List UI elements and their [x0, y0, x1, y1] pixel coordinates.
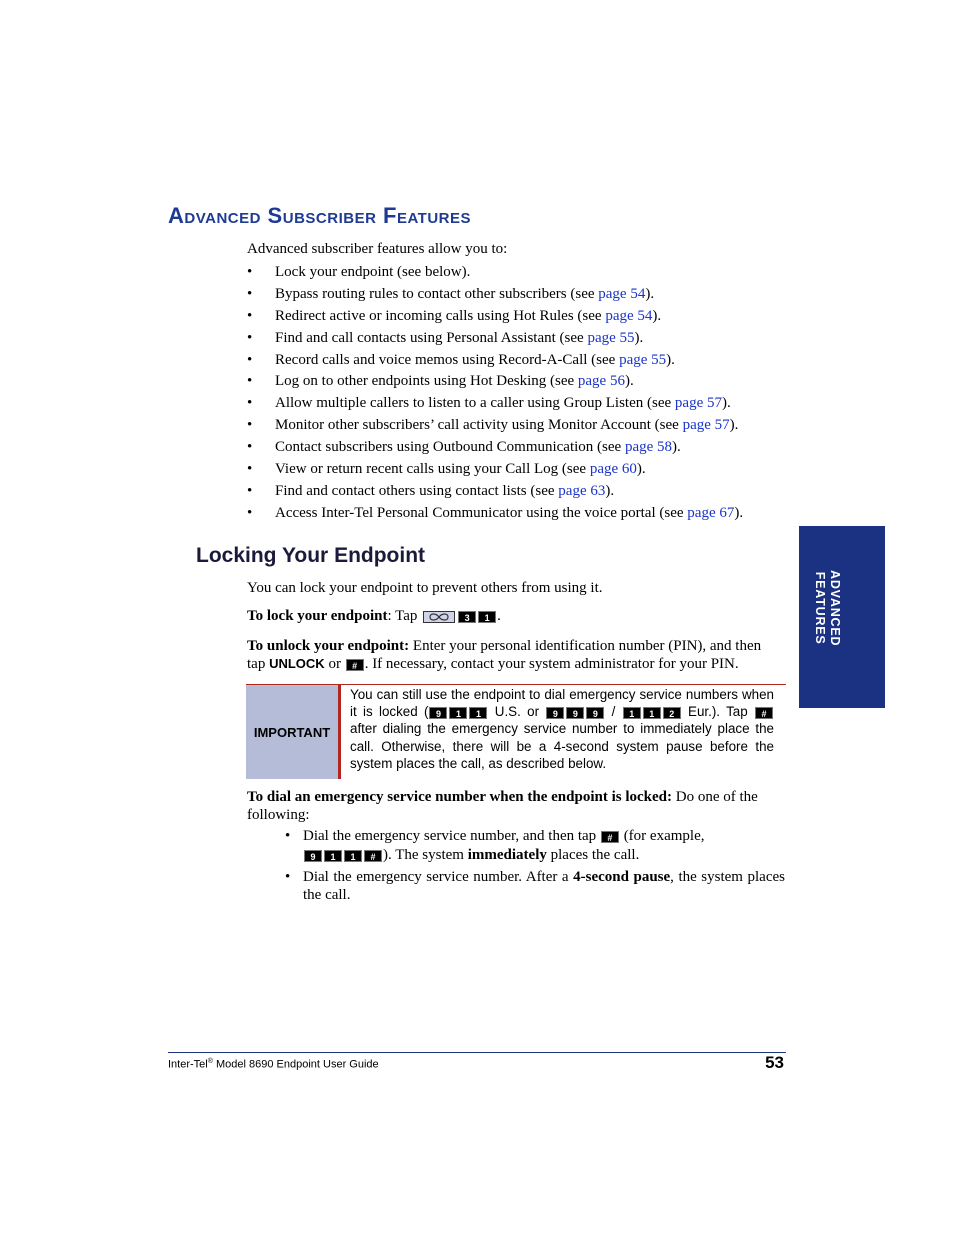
page-number: 53 [765, 1053, 784, 1072]
footer-rule [168, 1052, 786, 1053]
page-link[interactable]: page 55 [587, 329, 635, 346]
footer-rest: Model 8690 Endpoint User Guide [212, 1058, 379, 1071]
important-divider [338, 685, 341, 779]
list-item [247, 415, 743, 437]
side-tab-line1: ADVANCED [828, 570, 842, 647]
list-item [247, 306, 743, 328]
feature-tail: ). [652, 307, 662, 324]
page-link[interactable]: page 67 [687, 504, 735, 521]
page-link[interactable]: page 60 [589, 461, 637, 478]
item1-text: Dial the emergency service number, and then tap [303, 828, 600, 844]
feature-text: Log on to other endpoints using Hot Desking (see [275, 373, 578, 390]
emergency-rest: Do one of the following: [247, 789, 758, 823]
key-1: 1 [449, 707, 467, 719]
key-9: 9 [546, 707, 564, 719]
feature-text: Find and call contacts using Personal Assistant (see [275, 329, 588, 346]
feature-text: Lock your endpoint (see below). [275, 264, 471, 280]
feature-list [247, 262, 743, 525]
feature-tail: ). [672, 439, 681, 456]
emergency-list [285, 827, 785, 904]
section-title: Advanced Subscriber Features [168, 203, 472, 228]
feature-text: Record calls and voice memos using Record-A-Call (see [275, 351, 620, 368]
key-9: 9 [586, 707, 604, 719]
feature-tail: ). [721, 395, 731, 412]
footer-brand: Inter-Tel [168, 1058, 208, 1071]
to-lock-rest: : Tap [387, 608, 418, 624]
feature-text: Redirect active or incoming calls using Hot Rules (see [275, 307, 606, 324]
bullet: • [247, 395, 253, 412]
feature-tail: ). [666, 351, 675, 368]
list-item [247, 481, 743, 503]
to-lock-instruction: To lock your endpoint: Tap 3 1 . [247, 608, 501, 624]
item2-bold: 4-second pause [573, 869, 671, 885]
key-9: 9 [566, 707, 584, 719]
bullet: • [247, 329, 253, 346]
emergency-label: To dial an emergency service number when the endpoint is locked: [247, 789, 673, 805]
bullet: • [247, 439, 253, 456]
to-lock-label: To lock your endpoint [247, 608, 388, 624]
bullet: • [247, 285, 253, 302]
important-label: IMPORTANT [246, 685, 338, 779]
unlock-softkey-label: UNLOCK [269, 656, 325, 671]
side-tab [799, 526, 885, 708]
feature-tail: ). [605, 482, 615, 499]
key-1: 1 [623, 707, 641, 719]
footer-reg: ® [207, 1058, 213, 1065]
bullet: • [247, 307, 253, 324]
bullet: • [247, 461, 253, 478]
item2-text-b: , the system places the call. [303, 869, 785, 903]
key-1: 1 [344, 850, 362, 862]
to-unlock-text-2: . If necessary, contact your system administrator for your PIN. [364, 656, 739, 672]
emergency-instruction [247, 788, 787, 824]
feature-tail: ). [636, 461, 646, 478]
feature-tail: ). [634, 329, 644, 346]
list-item [285, 868, 785, 904]
intro-text: Advanced subscriber features allow you to: [247, 241, 508, 257]
important-note [246, 684, 786, 780]
feature-text: Allow multiple callers to listen to a caller using Group Listen (see [275, 395, 675, 412]
important-text-2: after dialing the emergency service number to immediately place the call. Otherwise, there will be a 4-second system pause before the system places the call, as described below. [350, 721, 774, 771]
key-1: 1 [478, 611, 496, 623]
feature-text: Bypass routing rules to contact other subscribers (see [275, 285, 599, 302]
key-1: 1 [469, 707, 487, 719]
key-9: 9 [429, 707, 447, 719]
bullet: • [247, 417, 253, 434]
bullet: • [285, 869, 291, 885]
feature-text: Monitor other subscribers’ call activity using Monitor Account (see [275, 417, 683, 434]
subsection-title: Locking Your Endpoint [196, 544, 426, 567]
to-unlock-label: To unlock your endpoint: [247, 638, 410, 654]
feature-text: Access Inter-Tel Personal Communicator using the voice portal (see [275, 504, 688, 521]
page-link[interactable]: page 57 [682, 417, 730, 434]
feature-text: Contact subscribers using Outbound Communication (see [275, 439, 625, 456]
footer-title [168, 1058, 379, 1071]
bullet: • [247, 482, 253, 499]
bullet: • [247, 504, 253, 521]
features-key-icon [423, 611, 455, 623]
page-link[interactable]: page 54 [598, 285, 646, 302]
important-text [350, 686, 774, 772]
side-tab-label [812, 570, 842, 646]
tap-text: tap [247, 656, 270, 672]
item1-text-b: (for example, [619, 828, 705, 844]
key-hash: # [346, 659, 364, 671]
list-item [247, 328, 743, 350]
bullet: • [247, 264, 253, 280]
us-text: U.S. or [488, 704, 546, 720]
page-link[interactable]: page 54 [605, 307, 653, 324]
side-tab-line2: FEATURES [813, 571, 827, 645]
to-unlock-text: Enter your personal identification number (PIN), and then [409, 638, 762, 654]
to-unlock-instruction [247, 637, 787, 673]
bullet: • [285, 828, 291, 844]
feature-tail: ). [734, 504, 744, 521]
page-link[interactable]: page 63 [558, 482, 606, 499]
feature-text: View or return recent calls using your Call Log (see [275, 461, 590, 478]
key-hash: # [755, 707, 773, 719]
important-text-1: You can still use the endpoint to dial emergency service numbers when it is locked ( [350, 687, 774, 720]
list-item [247, 503, 743, 525]
feature-tail: ). [624, 373, 634, 390]
or-text: or [324, 656, 345, 672]
list-item [247, 437, 743, 459]
list-item [247, 459, 743, 481]
page-link[interactable]: page 55 [619, 351, 667, 368]
key-hash: # [601, 831, 619, 843]
key-hash: # [364, 850, 382, 862]
page-link[interactable]: page 56 [577, 373, 625, 390]
key-3: 3 [458, 611, 476, 623]
feature-text: Find and contact others using contact lists (see [275, 482, 559, 499]
key-1: 1 [324, 850, 342, 862]
key-9: 9 [304, 850, 322, 862]
slash-text: / [605, 704, 622, 720]
bullet: • [247, 373, 253, 390]
lock-intro: You can lock your endpoint to prevent others from using it. [247, 580, 603, 596]
item1-text-c: ). The system [383, 847, 468, 863]
item2-text: Dial the emergency service number. After a [303, 869, 574, 885]
eur-text: Eur.). Tap [681, 704, 754, 720]
list-item [247, 393, 743, 415]
list-item [247, 371, 743, 393]
item1-text-d: places the call. [546, 847, 640, 863]
bullet: • [247, 351, 253, 368]
list-item [285, 827, 785, 865]
list-item [247, 262, 743, 284]
key-2: 2 [663, 707, 681, 719]
list-item [247, 284, 743, 306]
key-1: 1 [643, 707, 661, 719]
list-item [247, 350, 743, 372]
feature-tail: ). [729, 417, 739, 434]
page-link[interactable]: page 57 [674, 395, 722, 412]
feature-tail: ). [645, 285, 655, 302]
item1-bold: immediately [467, 847, 547, 863]
page-link[interactable]: page 58 [624, 439, 673, 456]
